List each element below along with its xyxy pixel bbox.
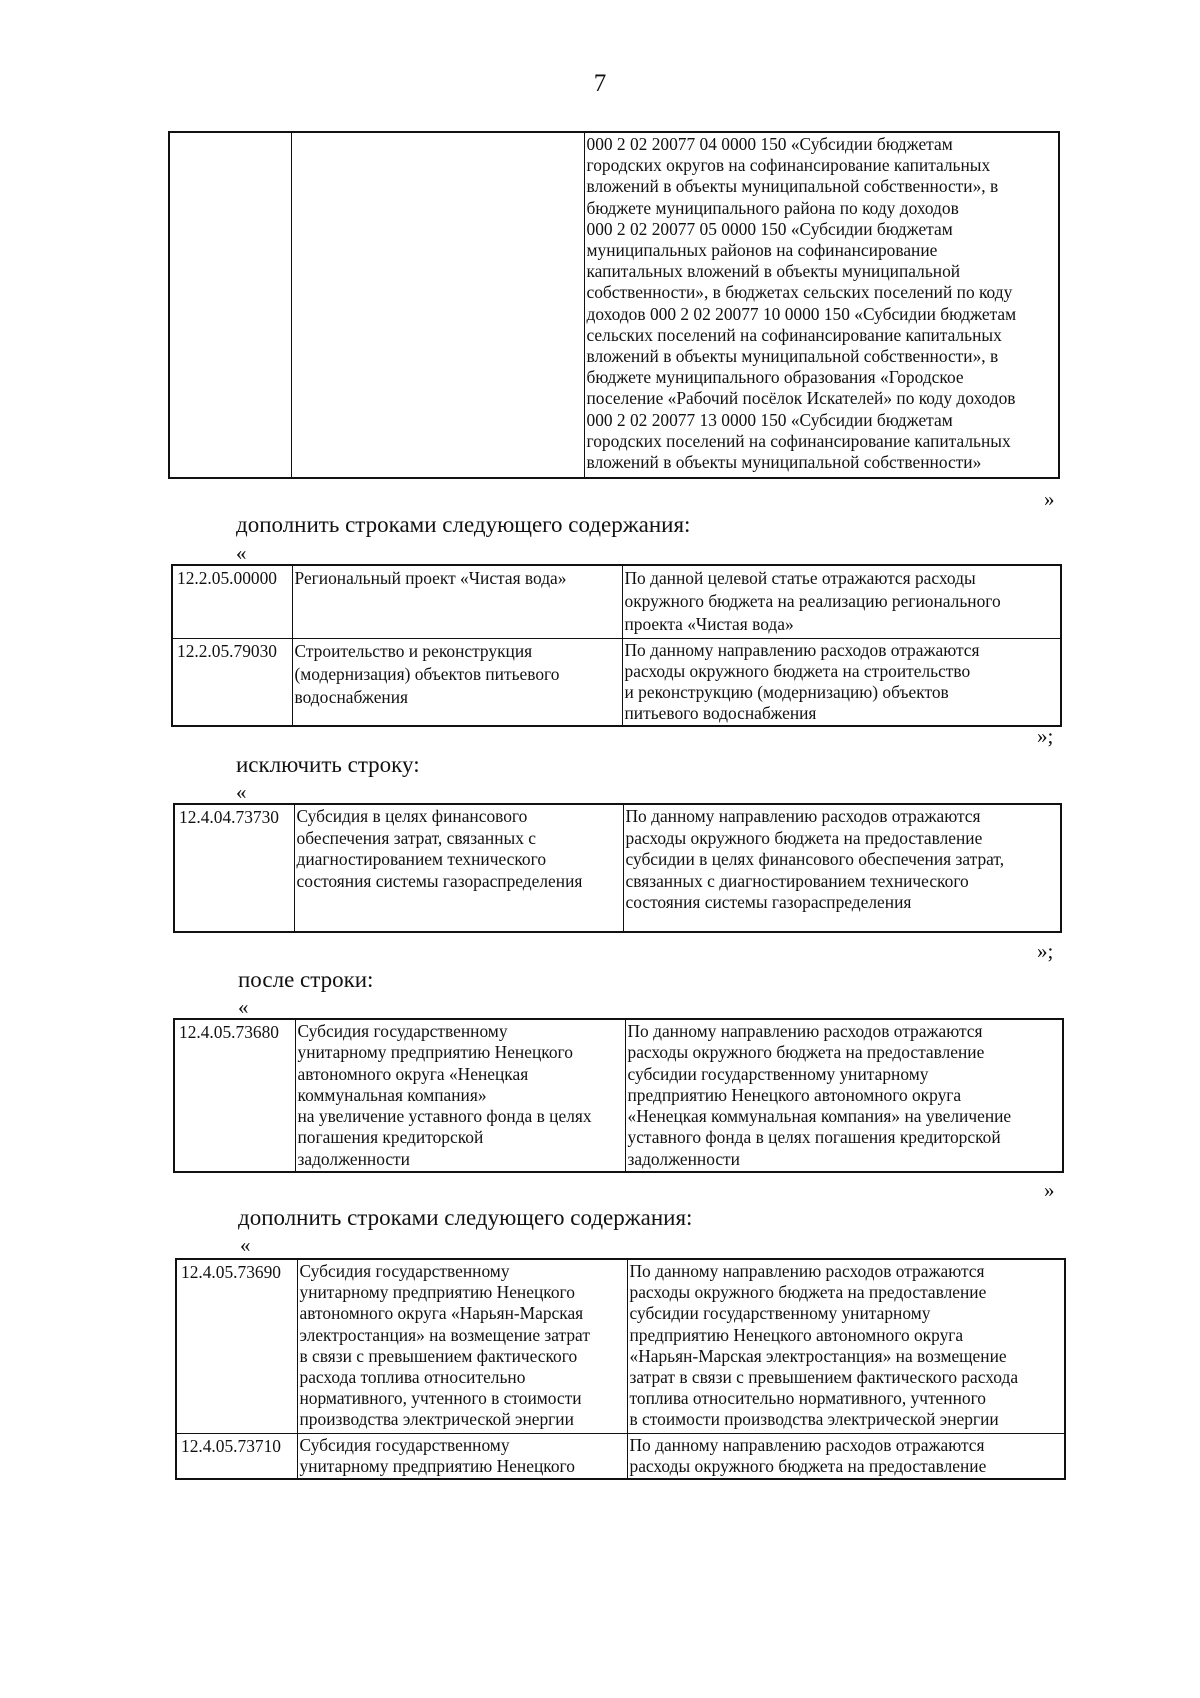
opening-quote: « bbox=[236, 780, 247, 804]
text-line: расхода топлива относительно bbox=[299, 1367, 526, 1388]
text-line: (модернизация) объектов питьевого bbox=[294, 663, 560, 684]
text-line: связанных с диагностированием технического bbox=[625, 870, 969, 891]
text-line: обеспечения затрат, связанных с bbox=[296, 827, 536, 848]
text-line: По данному направлению расходов отражаются bbox=[627, 1021, 983, 1041]
text-line: Субсидия государственному bbox=[299, 1434, 510, 1455]
text-line: состояния системы газораспределения bbox=[296, 870, 583, 891]
desc-cell bbox=[622, 638, 1061, 726]
text-line: По данной целевой статье отражаются расходы bbox=[624, 568, 976, 588]
text-line: расходы окружного бюджета на предоставление bbox=[627, 1042, 985, 1063]
text-line: нормативного, учтенного в стоимости bbox=[299, 1388, 582, 1409]
text-line: производства электрической энергии bbox=[299, 1409, 574, 1430]
desc-cell bbox=[584, 132, 1059, 478]
desc-cell bbox=[622, 565, 1061, 638]
code-cell: 12.4.04.73730 bbox=[174, 804, 294, 932]
text-line: затрат в связи с превышением фактического расхода bbox=[629, 1367, 1019, 1388]
text-line: автономного округа «Нарьян-Марская bbox=[299, 1303, 584, 1324]
text-line: погашения кредиторской bbox=[297, 1127, 484, 1148]
text-line: расходы окружного бюджета на предоставление bbox=[629, 1455, 987, 1476]
desc-cell bbox=[625, 1019, 1063, 1172]
opening-quote: « bbox=[238, 995, 249, 1019]
text-line: городских поселений на софинансирование капитальных bbox=[586, 430, 1011, 451]
text-line: унитарному предприятию Ненецкого bbox=[299, 1282, 575, 1303]
section-intro: после строки: bbox=[238, 967, 374, 992]
code-cell: 12.4.05.73690 bbox=[176, 1259, 297, 1433]
code-cell: 12.2.05.00000 bbox=[172, 565, 292, 638]
code-cell bbox=[169, 132, 291, 478]
section4-table bbox=[175, 1258, 1066, 1480]
opening-quote: « bbox=[240, 1233, 251, 1257]
text-line: субсидии государственному унитарному bbox=[629, 1303, 931, 1324]
closing-quote: »; bbox=[1037, 724, 1054, 748]
text-line: муниципальных районов на софинансирование bbox=[586, 240, 938, 261]
text-line: предприятию Ненецкого автономного округа bbox=[627, 1084, 962, 1105]
name-cell bbox=[295, 1019, 625, 1172]
text-line: задолженности bbox=[627, 1148, 740, 1169]
text-line: поселение «Рабочий посёлок Искателей» по коду доходов bbox=[586, 388, 1016, 409]
code-cell: 12.2.05.79030 bbox=[172, 638, 292, 726]
text-line: По данному направлению расходов отражаются bbox=[625, 806, 981, 826]
opening-quote: « bbox=[236, 541, 247, 565]
section-intro: дополнить строками следующего содержания: bbox=[238, 1205, 693, 1230]
text-line: питьевого водоснабжения bbox=[624, 702, 817, 723]
text-line: предприятию Ненецкого автономного округа bbox=[629, 1324, 964, 1345]
text-line: расходы окружного бюджета на предоставление bbox=[625, 827, 983, 848]
text-line: «Ненецкая коммунальная компания» на увеличение bbox=[627, 1106, 1012, 1127]
closing-quote: » bbox=[1044, 487, 1055, 511]
text-line: бюджете муниципального образования «Городское bbox=[586, 367, 964, 388]
text-line: в стоимости производства электрической энергии bbox=[629, 1409, 999, 1430]
name-cell bbox=[292, 638, 622, 726]
text-line: сельских поселений на софинансирование капитальных bbox=[586, 324, 1002, 345]
name-cell bbox=[297, 1259, 627, 1433]
text-line: бюджете муниципального района по коду доходов bbox=[586, 197, 959, 218]
text-line: Субсидия государственному bbox=[297, 1021, 508, 1041]
text-line: По данному направлению расходов отражаются bbox=[629, 1261, 985, 1281]
text-line: вложений в объекты муниципальной собственности», в bbox=[586, 346, 999, 367]
text-line: расходы окружного бюджета на предоставление bbox=[629, 1282, 987, 1303]
text-line: собственности», в бюджетах сельских поселений по коду bbox=[586, 282, 1013, 303]
text-line: унитарному предприятию Ненецкого bbox=[299, 1455, 575, 1476]
text-line: городских округов на софинансирование капитальных bbox=[586, 155, 991, 176]
code-cell: 12.4.05.73710 bbox=[176, 1433, 297, 1479]
text-line: 000 2 02 20077 04 0000 150 «Субсидии бюджетам bbox=[586, 134, 953, 154]
desc-cell bbox=[627, 1259, 1065, 1433]
desc-cell bbox=[623, 804, 1061, 932]
text-line: водоснабжения bbox=[294, 687, 409, 708]
table-row bbox=[172, 565, 1061, 638]
name-cell bbox=[291, 132, 584, 478]
text-line: капитальных вложений в объекты муниципальной bbox=[586, 261, 961, 282]
text-line: 000 2 02 20077 13 0000 150 «Субсидии бюджетам bbox=[586, 409, 953, 430]
section-intro: дополнить строками следующего содержания: bbox=[236, 512, 691, 537]
text-line: задолженности bbox=[297, 1148, 410, 1169]
text-line: топлива относительно нормативного, учтенного bbox=[629, 1388, 986, 1409]
text-line: электростанция» на возмещение затрат bbox=[299, 1324, 590, 1345]
continuation-table bbox=[168, 131, 1060, 479]
name-cell bbox=[294, 804, 623, 932]
table-row bbox=[172, 638, 1061, 726]
text-line: унитарному предприятию Ненецкого bbox=[297, 1042, 573, 1063]
section2-table bbox=[173, 803, 1062, 933]
text-line: автономного округа «Ненецкая bbox=[297, 1063, 529, 1084]
page-number: 7 bbox=[593, 70, 607, 97]
text-line: диагностированием технического bbox=[296, 849, 547, 869]
text-line: субсидии в целях финансового обеспечения затрат, bbox=[625, 849, 1005, 869]
table-row bbox=[169, 132, 1059, 478]
text-line: доходов 000 2 02 20077 10 0000 150 «Субсидии бюджетам bbox=[586, 303, 1017, 324]
text-line: вложений в объекты муниципальной собственности» bbox=[586, 452, 982, 473]
code-cell: 12.4.05.73680 bbox=[174, 1019, 295, 1172]
text-line: уставного фонда в целях погашения кредиторской bbox=[627, 1127, 1001, 1148]
name-cell bbox=[292, 565, 622, 638]
text-line: проекта «Чистая вода» bbox=[624, 614, 794, 635]
text-line: расходы окружного бюджета на строительство bbox=[624, 660, 971, 681]
text-line: 000 2 02 20077 05 0000 150 «Субсидии бюджетам bbox=[586, 218, 953, 239]
text-line: «Нарьян-Марская электростанция» на возмещение bbox=[629, 1345, 1007, 1366]
table-row bbox=[176, 1259, 1065, 1433]
text-line: Субсидия государственному bbox=[299, 1261, 510, 1281]
text-line: Региональный проект «Чистая вода» bbox=[294, 568, 567, 588]
name-cell bbox=[297, 1433, 627, 1479]
table-row bbox=[174, 1019, 1063, 1172]
text-line: на увеличение уставного фонда в целях bbox=[297, 1106, 592, 1127]
desc-cell bbox=[627, 1433, 1065, 1479]
text-line: состояния системы газораспределения bbox=[625, 892, 912, 912]
table-row bbox=[176, 1433, 1065, 1479]
section1-table bbox=[171, 564, 1062, 727]
text-line: вложений в объекты муниципальной собственности», в bbox=[586, 176, 999, 197]
text-line: Строительство и реконструкция bbox=[294, 640, 533, 661]
text-line: субсидии государственному унитарному bbox=[627, 1063, 929, 1084]
closing-quote: »; bbox=[1037, 939, 1054, 963]
text-line: в связи с превышением фактического bbox=[299, 1345, 578, 1366]
text-line: По данному направлению расходов отражаются bbox=[629, 1434, 985, 1455]
text-line: и реконструкцию (модернизацию) объектов bbox=[624, 681, 949, 702]
text-line: По данному направлению расходов отражаются bbox=[624, 639, 980, 660]
table-row bbox=[174, 804, 1061, 932]
section-intro: исключить строку: bbox=[236, 752, 420, 777]
closing-quote: » bbox=[1044, 1178, 1055, 1202]
text-line: коммунальная компания» bbox=[297, 1084, 487, 1105]
text-line: окружного бюджета на реализацию регионального bbox=[624, 591, 1001, 612]
text-line: Субсидия в целях финансового bbox=[296, 806, 528, 826]
section3-table bbox=[173, 1018, 1064, 1173]
